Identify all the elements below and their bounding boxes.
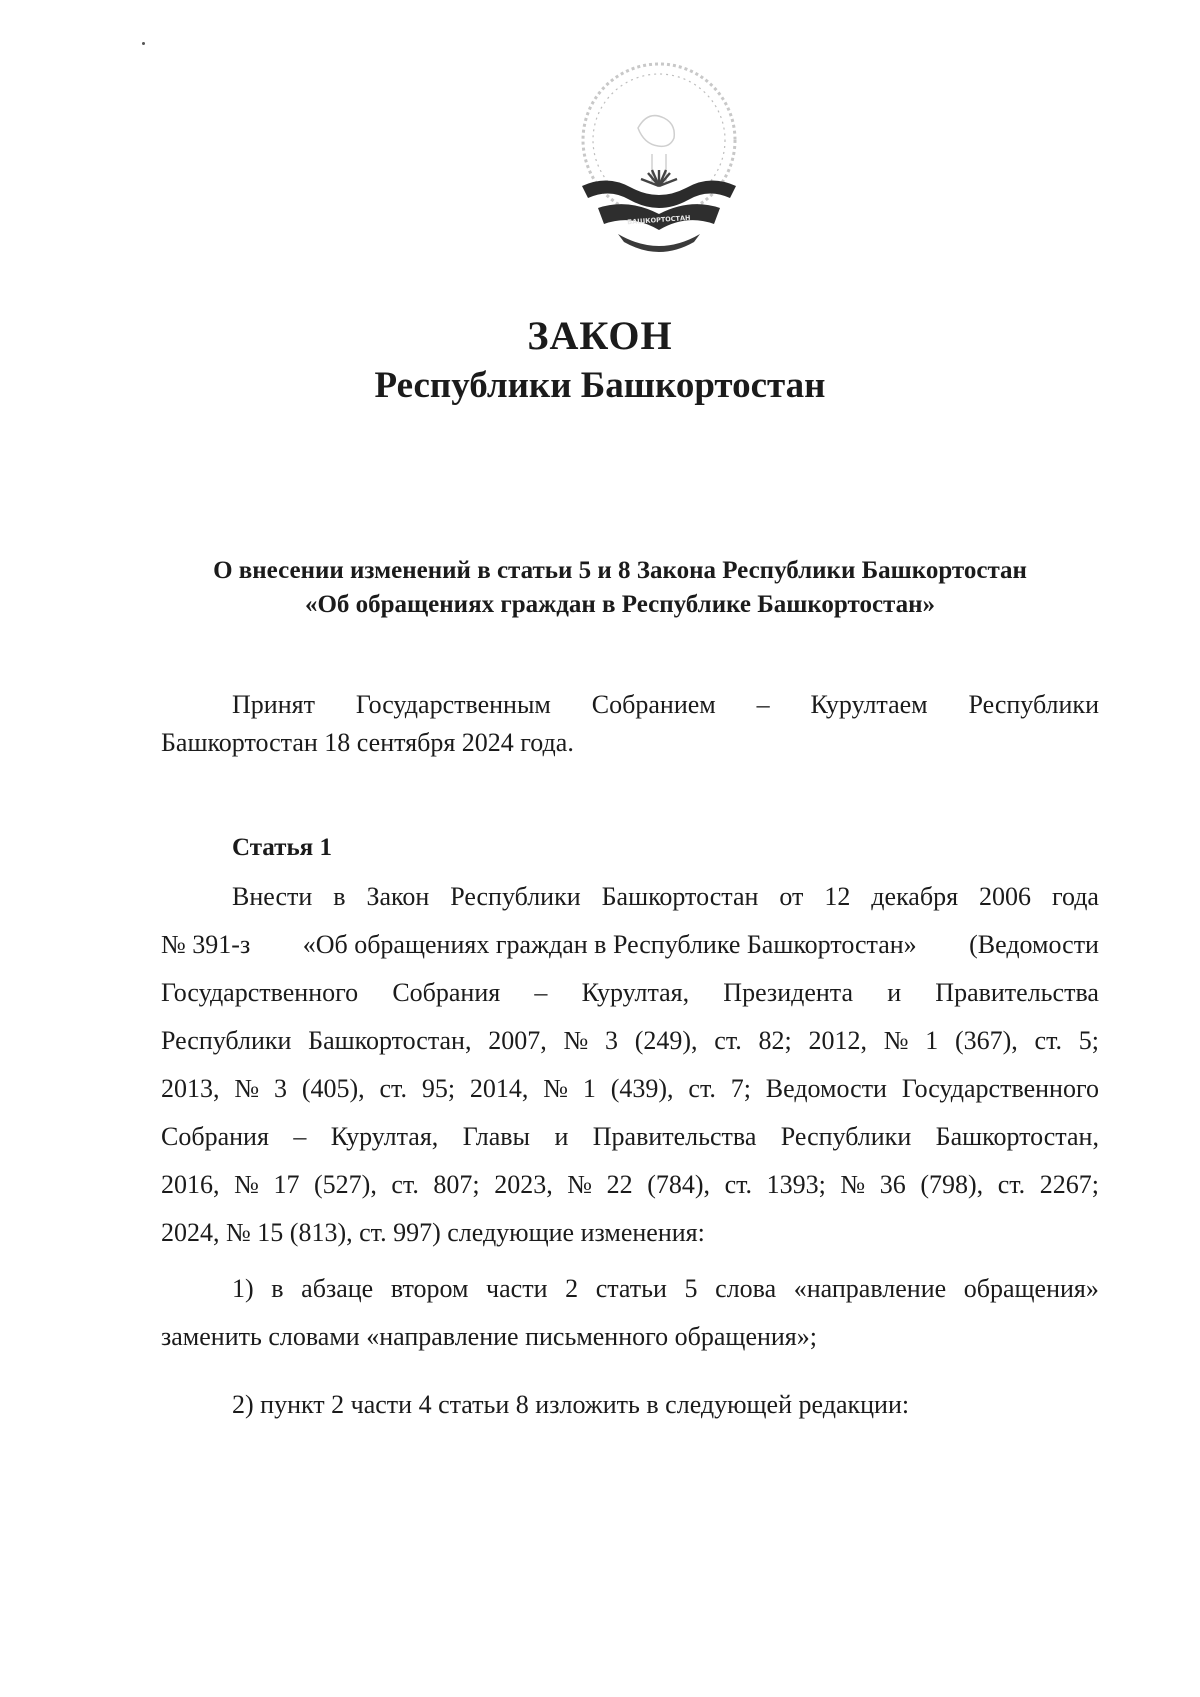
law-subtitle: Республики Башкортостан bbox=[374, 365, 826, 406]
word: втором bbox=[390, 1274, 469, 1303]
word: № bbox=[543, 1074, 569, 1103]
word: Ведомости bbox=[765, 1074, 887, 1103]
word: Собрания bbox=[392, 978, 501, 1007]
word: Государственного bbox=[901, 1074, 1099, 1103]
item-line: заменить словами «направление письменного обращения»; bbox=[161, 1322, 817, 1351]
word: ст. bbox=[997, 1170, 1026, 1199]
word: Президента bbox=[723, 978, 854, 1007]
word: 1) bbox=[232, 1274, 254, 1303]
word: ст. bbox=[391, 1170, 419, 1199]
word: – bbox=[534, 978, 548, 1007]
word: 2012, bbox=[808, 1026, 867, 1055]
word: (527), bbox=[314, 1170, 377, 1199]
word: 1393; bbox=[766, 1170, 826, 1199]
adoption-line: Башкортостан 18 сентября 2024 года. bbox=[161, 728, 574, 757]
word: ст. bbox=[714, 1026, 742, 1055]
word: (439), bbox=[610, 1074, 674, 1103]
word: 17 bbox=[273, 1170, 300, 1199]
item-line: 2) пункт 2 части 4 статьи 8 изложить в следующей редакции: bbox=[232, 1390, 910, 1419]
amendment-item-2 bbox=[161, 1390, 1099, 1438]
word: Башкортостан, bbox=[308, 1026, 472, 1055]
word: в bbox=[333, 882, 346, 911]
word: № bbox=[883, 1026, 909, 1055]
word: 95; bbox=[421, 1074, 456, 1103]
word: ст. bbox=[688, 1074, 716, 1103]
word: статьи bbox=[595, 1274, 667, 1303]
word: Курултаем bbox=[810, 690, 928, 719]
word: ст. bbox=[1034, 1026, 1062, 1055]
word: Башкортостан bbox=[601, 882, 759, 911]
word: Принят bbox=[232, 690, 315, 719]
coat-of-arms-emblem bbox=[568, 58, 750, 258]
word: Правительства bbox=[935, 978, 1099, 1007]
word: абзаце bbox=[301, 1274, 374, 1303]
word: Республики bbox=[161, 1026, 292, 1055]
word: ст. bbox=[379, 1074, 407, 1103]
article-body bbox=[161, 882, 1099, 1266]
word: Внести bbox=[232, 882, 313, 911]
word: 1 bbox=[925, 1026, 939, 1055]
word: 5; bbox=[1078, 1026, 1099, 1055]
word: «направление bbox=[793, 1274, 947, 1303]
word: № bbox=[840, 1170, 866, 1199]
word: № bbox=[563, 1026, 589, 1055]
scan-speck bbox=[142, 42, 145, 45]
law-title: ЗАКОН bbox=[527, 313, 673, 358]
subject-line: «Об обращениях граждан в Республике Башкортостан» bbox=[304, 591, 936, 618]
article-line bbox=[161, 1170, 1099, 1218]
word: части bbox=[486, 1274, 548, 1303]
word: (367), bbox=[954, 1026, 1018, 1055]
word: № bbox=[234, 1170, 259, 1199]
word: декабря bbox=[871, 882, 959, 911]
word: года bbox=[1051, 882, 1099, 911]
emblem-ribbon-text: БАШКОРТОСТАН bbox=[627, 213, 691, 227]
word: (Ведомости bbox=[969, 930, 1099, 959]
word: в bbox=[271, 1274, 284, 1303]
word: Башкортостан, bbox=[935, 1122, 1099, 1151]
amendment-item-1 bbox=[161, 1274, 1099, 1370]
word: Республики bbox=[780, 1122, 912, 1151]
word: 807; bbox=[433, 1170, 480, 1199]
article-line bbox=[161, 1074, 1099, 1122]
article-line bbox=[161, 930, 1099, 978]
word: Республики bbox=[968, 690, 1099, 719]
word: Главы bbox=[462, 1122, 531, 1151]
word: Курултая, bbox=[330, 1122, 439, 1151]
word: 2 bbox=[565, 1274, 579, 1303]
word: 2023, bbox=[494, 1170, 553, 1199]
word: Правительства bbox=[592, 1122, 757, 1151]
item-line bbox=[161, 1274, 1099, 1322]
word: – bbox=[293, 1122, 307, 1151]
word: (784), bbox=[647, 1170, 711, 1199]
word: № bbox=[567, 1170, 593, 1199]
word: Государственным bbox=[355, 690, 551, 719]
word: 7; bbox=[730, 1074, 751, 1103]
word: № 391-з bbox=[161, 930, 251, 959]
word: 2014, bbox=[469, 1074, 529, 1103]
word: 3 bbox=[274, 1074, 287, 1103]
adoption-note bbox=[161, 686, 1099, 762]
word: № bbox=[234, 1074, 260, 1103]
word: от bbox=[779, 882, 804, 911]
word: (798), bbox=[920, 1170, 984, 1199]
word: 12 bbox=[824, 882, 851, 911]
word: и bbox=[554, 1122, 569, 1151]
word: Государственного bbox=[161, 978, 359, 1007]
word: 3 bbox=[605, 1026, 618, 1055]
word: 2006 bbox=[978, 882, 1031, 911]
word: Закон bbox=[366, 882, 430, 911]
word: Республики bbox=[450, 882, 581, 911]
word: Собранием bbox=[591, 690, 716, 719]
word: 5 bbox=[684, 1274, 698, 1303]
word: 1 bbox=[582, 1074, 596, 1103]
article-line bbox=[161, 882, 1099, 930]
word: 36 bbox=[879, 1170, 906, 1199]
word: Собрания bbox=[161, 1122, 269, 1151]
article-heading: Статья 1 bbox=[232, 834, 332, 861]
adoption-line bbox=[161, 686, 1099, 724]
word: 2013, bbox=[161, 1074, 220, 1103]
article-line bbox=[161, 978, 1099, 1026]
word: (405), bbox=[301, 1074, 365, 1103]
article-line bbox=[161, 1026, 1099, 1074]
word: (249), bbox=[634, 1026, 698, 1055]
word: – bbox=[756, 690, 770, 719]
word: 2267; bbox=[1039, 1170, 1099, 1199]
subject-line: О внесении изменений в статьи 5 и 8 Закона Республики Башкортостан bbox=[213, 557, 1027, 584]
word: 22 bbox=[606, 1170, 633, 1199]
word: 2016, bbox=[161, 1170, 220, 1199]
article-line: 2024, № 15 (813), ст. 997) следующие изменения: bbox=[161, 1218, 705, 1247]
word: Курултая, bbox=[581, 978, 690, 1007]
word: ст. bbox=[724, 1170, 753, 1199]
word: «Об обращениях граждан в Республике Башкортостан» bbox=[302, 930, 917, 959]
word: 2007, bbox=[488, 1026, 547, 1055]
word: 82; bbox=[758, 1026, 792, 1055]
law-subject bbox=[150, 554, 1090, 622]
word: слова bbox=[715, 1274, 777, 1303]
word: обращения» bbox=[963, 1274, 1099, 1303]
article-line bbox=[161, 1122, 1099, 1170]
word: и bbox=[887, 978, 902, 1007]
